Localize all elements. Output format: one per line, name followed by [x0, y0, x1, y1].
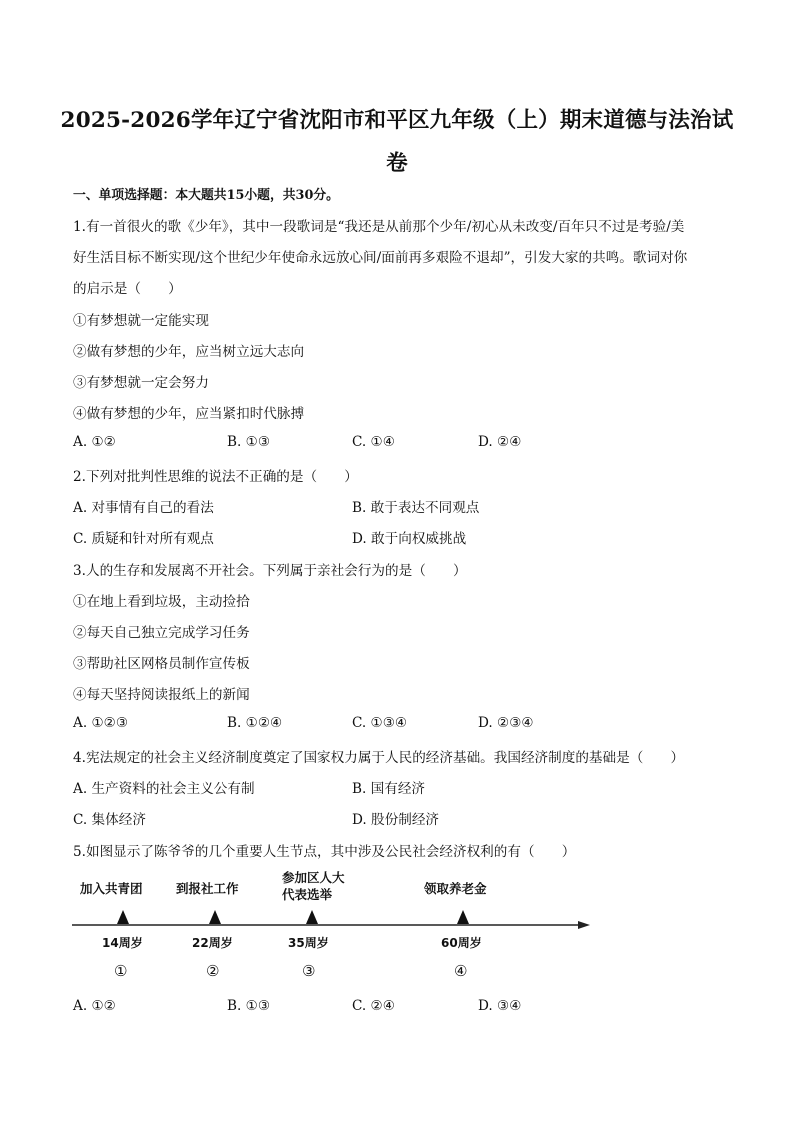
- q3-stem: 3.人的生存和发展离不开社会。下列属于亲社会行为的是（ ）: [73, 563, 467, 579]
- event-1-label: 加入共青团: [80, 881, 143, 896]
- q4-option-b: B. 国有经济: [352, 781, 426, 797]
- q1-stem-line3: 的启示是（ ）: [73, 281, 182, 297]
- q3-item-4: ④每天坚持阅读报纸上的新闻: [73, 687, 250, 703]
- q4-option-c: C. 集体经济: [73, 812, 146, 828]
- q5-option-d: D. ③④: [478, 998, 522, 1014]
- event-3-label-line1: 参加区人大: [282, 870, 345, 885]
- q1-option-c: C. ①④: [352, 434, 395, 450]
- q4-stem: 4.宪法规定的社会主义经济制度奠定了国家权力属于人民的经济基础。我国经济制度的基础是（ ）: [73, 750, 685, 766]
- q2-option-c: C. 质疑和针对所有观点: [73, 531, 214, 547]
- q5-option-b: B. ①③: [227, 998, 271, 1014]
- event-3-number: ③: [302, 962, 316, 980]
- q1-item-4: ④做有梦想的少年，应当紧扣时代脉搏: [73, 406, 305, 422]
- q4-option-d: D. 股份制经济: [352, 812, 440, 828]
- event-1-number: ①: [114, 962, 128, 980]
- q4-option-a: A. 生产资料的社会主义公有制: [73, 781, 255, 797]
- event-2-label: 到报社工作: [176, 881, 239, 896]
- event-4-number: ④: [454, 962, 468, 980]
- event-3-marker: [306, 910, 318, 924]
- page-title-continued: 卷: [386, 151, 408, 176]
- q3-option-c: C. ①③④: [352, 715, 408, 731]
- event-3-label-line2: 代表选举: [282, 887, 333, 902]
- event-4-age: 60周岁: [441, 936, 482, 950]
- event-1-marker: [117, 910, 129, 924]
- q1-option-a: A. ①②: [73, 434, 116, 450]
- q1-item-3: ③有梦想就一定会努力: [73, 375, 209, 391]
- event-2-age: 22周岁: [192, 936, 233, 950]
- event-1-age: 14周岁: [102, 936, 143, 950]
- event-4-marker: [457, 910, 469, 924]
- q3-option-b: B. ①②④: [227, 715, 283, 731]
- q5-option-c: C. ②④: [352, 998, 395, 1014]
- q1-option-d: D. ②④: [478, 434, 522, 450]
- section-heading: 一、单项选择题：本大题共15小题，共30分。: [73, 188, 339, 203]
- q2-option-d: D. 敢于向权威挑战: [352, 531, 467, 547]
- q3-item-3: ③帮助社区网格员制作宣传板: [73, 656, 250, 672]
- q3-item-1: ①在地上看到垃圾，主动捡拾: [73, 594, 250, 610]
- q1-stem-line2: 好生活目标不断实现/这个世纪少年使命永远放心间/面前再多艰险不退却”，引发大家的共鸣。歌词对你: [73, 250, 688, 266]
- timeline-arrow-head: [578, 921, 590, 929]
- event-2-marker: [209, 910, 221, 924]
- q1-item-2: ②做有梦想的少年，应当树立远大志向: [73, 344, 305, 360]
- q1-item-1: ①有梦想就一定能实现: [73, 313, 209, 329]
- event-4-label: 领取养老金: [424, 881, 487, 896]
- q2-option-a: A. 对事情有自己的看法: [73, 500, 214, 516]
- q1-option-b: B. ①③: [227, 434, 271, 450]
- q5-stem: 5.如图显示了陈爷爷的几个重要人生节点，其中涉及公民社会经济权利的有（ ）: [73, 844, 576, 860]
- event-3-age: 35周岁: [288, 936, 329, 950]
- q1-stem-line1: 1.有一首很火的歌《少年》，其中一段歌词是“我还是从前那个少年/初心从未改变/百年只不过是考验/美: [73, 219, 685, 235]
- q2-stem: 2.下列对批判性思维的说法不正确的是（ ）: [73, 469, 358, 485]
- q5-option-a: A. ①②: [73, 998, 116, 1014]
- life-timeline-figure: [60, 862, 600, 990]
- q3-item-2: ②每天自己独立完成学习任务: [73, 625, 250, 641]
- event-2-number: ②: [206, 962, 220, 980]
- q2-option-b: B. 敢于表达不同观点: [352, 500, 480, 516]
- q3-option-d: D. ②③④: [478, 715, 534, 731]
- page-title: 2025-2026学年辽宁省沈阳市和平区九年级（上）期末道德与法治试: [60, 108, 734, 133]
- q3-option-a: A. ①②③: [73, 715, 129, 731]
